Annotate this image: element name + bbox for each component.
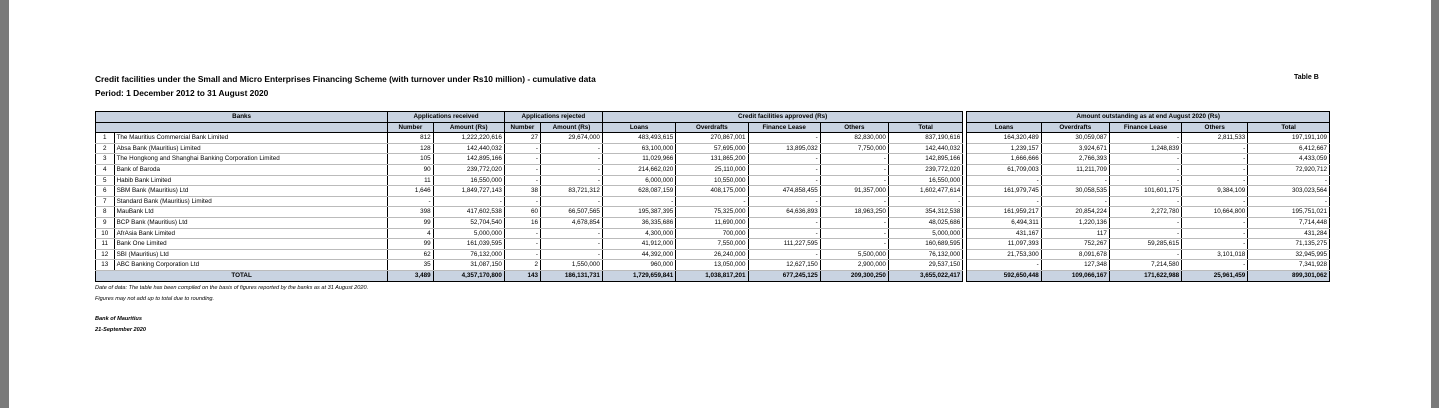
table-cell: 75,325,000 bbox=[676, 207, 748, 218]
date-note: Date of data: The table has been compiled on the basis of figures reported by the banks as at 31 August 2020. bbox=[95, 285, 369, 291]
table-cell: 57,695,000 bbox=[676, 143, 748, 154]
table-cell: 16,550,000 bbox=[433, 175, 504, 186]
table-cell: 12,627,150 bbox=[748, 260, 820, 271]
table-cell: 82,830,000 bbox=[820, 133, 888, 144]
header-outstanding-overdrafts: Overdrafts bbox=[1041, 122, 1109, 133]
table-cell: 408,175,000 bbox=[676, 186, 748, 197]
header-applications-received: Applications received bbox=[388, 112, 505, 123]
total-cell: 143 bbox=[504, 270, 540, 281]
table-cell: 71,135,275 bbox=[1248, 239, 1330, 250]
row-number: 1 bbox=[96, 133, 115, 144]
document-page bbox=[9, 0, 1431, 408]
table-cell: 64,636,893 bbox=[748, 207, 820, 218]
header-outstanding-others: Others bbox=[1182, 122, 1248, 133]
table-cell: - bbox=[967, 175, 1041, 186]
table-cell: 62 bbox=[388, 249, 433, 260]
table-cell: 431,284 bbox=[1248, 228, 1330, 239]
rounding-note: Figures may not add up to total due to rounding. bbox=[95, 296, 215, 302]
table-cell: 628,087,159 bbox=[602, 186, 675, 197]
table-cell: 128 bbox=[388, 143, 433, 154]
table-cell: 66,507,565 bbox=[540, 207, 602, 218]
table-cell: 21,753,300 bbox=[967, 249, 1041, 260]
table-cell: - bbox=[676, 196, 748, 207]
table-cell: 117 bbox=[1041, 228, 1109, 239]
table-cell: - bbox=[1248, 196, 1330, 207]
table-cell: - bbox=[1041, 175, 1109, 186]
table-cell: 7,550,000 bbox=[676, 239, 748, 250]
table-cell: 16 bbox=[504, 217, 540, 228]
table-cell: - bbox=[1109, 196, 1181, 207]
table-cell: 142,895,166 bbox=[888, 154, 962, 165]
table-cell: 474,858,455 bbox=[748, 186, 820, 197]
total-cell: 171,622,988 bbox=[1109, 270, 1181, 281]
table-cell: - bbox=[504, 249, 540, 260]
table-cell: - bbox=[1109, 217, 1181, 228]
table-cell: - bbox=[504, 164, 540, 175]
header-applications-rejected: Applications rejected bbox=[504, 112, 602, 123]
table-row bbox=[96, 164, 1330, 175]
total-cell: 1,038,817,201 bbox=[676, 270, 748, 281]
table-cell: - bbox=[504, 175, 540, 186]
table-cell: - bbox=[1182, 239, 1248, 250]
table-label: Table B bbox=[1294, 74, 1319, 81]
table-cell: - bbox=[820, 217, 888, 228]
row-number: 7 bbox=[96, 196, 115, 207]
table-cell: - bbox=[748, 154, 820, 165]
header-rejected-number: Number bbox=[504, 122, 540, 133]
table-cell: 195,387,395 bbox=[602, 207, 675, 218]
row-number: 5 bbox=[96, 175, 115, 186]
table-cell: 5,000,000 bbox=[433, 228, 504, 239]
table-cell: 61,709,003 bbox=[967, 164, 1041, 175]
total-cell: 186,131,731 bbox=[540, 270, 602, 281]
table-cell: 76,132,000 bbox=[888, 249, 962, 260]
table-cell: 16,550,000 bbox=[888, 175, 962, 186]
table-cell: 483,493,615 bbox=[602, 133, 675, 144]
table-cell: 2,272,780 bbox=[1109, 207, 1181, 218]
document-title: Credit facilities under the Small and Micro Enterprises Financing Scheme (with turnover under Rs10 million) - cumulative data bbox=[95, 74, 596, 84]
table-cell: - bbox=[820, 196, 888, 207]
total-cell: 899,301,062 bbox=[1248, 270, 1330, 281]
table-body bbox=[96, 133, 1330, 281]
table-cell: - bbox=[820, 164, 888, 175]
table-cell: 59,285,615 bbox=[1109, 239, 1181, 250]
header-outstanding-total: Total bbox=[1248, 122, 1330, 133]
issuer-name: Bank of Mauritius bbox=[95, 316, 142, 322]
row-number: 13 bbox=[96, 260, 115, 271]
table-cell: - bbox=[504, 228, 540, 239]
table-cell: - bbox=[748, 228, 820, 239]
table-cell: - bbox=[504, 154, 540, 165]
table-cell: - bbox=[820, 228, 888, 239]
table-cell: 35 bbox=[388, 260, 433, 271]
total-cell: 209,300,250 bbox=[820, 270, 888, 281]
table-row bbox=[96, 249, 1330, 260]
table-cell: 160,689,595 bbox=[888, 239, 962, 250]
bank-name: SBM Bank (Mauritius) Ltd bbox=[114, 186, 388, 197]
table-cell: 812 bbox=[388, 133, 433, 144]
header-approved-loans: Loans bbox=[602, 122, 675, 133]
header-approved-others: Others bbox=[820, 122, 888, 133]
table-cell: 13,050,000 bbox=[676, 260, 748, 271]
table-row bbox=[96, 207, 1330, 218]
bank-name: Bank One Limited bbox=[114, 239, 388, 250]
table-cell: 1,220,136 bbox=[1041, 217, 1109, 228]
table-row bbox=[96, 133, 1330, 144]
table-cell: 6,494,311 bbox=[967, 217, 1041, 228]
table-cell: 3,101,018 bbox=[1182, 249, 1248, 260]
table-cell: - bbox=[1109, 249, 1181, 260]
table-cell: - bbox=[540, 143, 602, 154]
bank-name: ABC Banking Corporation Ltd bbox=[114, 260, 388, 271]
table-cell: 398 bbox=[388, 207, 433, 218]
table-cell: 5,000,000 bbox=[888, 228, 962, 239]
row-number: 6 bbox=[96, 186, 115, 197]
table-cell: 99 bbox=[388, 239, 433, 250]
header-outstanding-loans: Loans bbox=[967, 122, 1041, 133]
bank-name: The Mauritius Commercial Bank Limited bbox=[114, 133, 388, 144]
total-cell: 677,245,125 bbox=[748, 270, 820, 281]
table-cell: - bbox=[1182, 260, 1248, 271]
issue-date: 21-September 2020 bbox=[95, 327, 146, 333]
table-row bbox=[96, 239, 1330, 250]
total-cell: 4,357,170,800 bbox=[433, 270, 504, 281]
table-cell: 131,865,200 bbox=[676, 154, 748, 165]
table-cell: - bbox=[540, 249, 602, 260]
bank-name: BCP Bank (Mauritius) Ltd bbox=[114, 217, 388, 228]
table-cell: - bbox=[1182, 228, 1248, 239]
table-cell: 38 bbox=[504, 186, 540, 197]
table-cell: - bbox=[1182, 154, 1248, 165]
table-cell: - bbox=[820, 175, 888, 186]
table-row bbox=[96, 186, 1330, 197]
table-cell: 31,087,150 bbox=[433, 260, 504, 271]
table-cell: 239,772,020 bbox=[433, 164, 504, 175]
table-cell: 60 bbox=[504, 207, 540, 218]
total-cell: 3,489 bbox=[388, 270, 433, 281]
table-cell: 11,211,709 bbox=[1041, 164, 1109, 175]
table-row bbox=[96, 143, 1330, 154]
table-cell: - bbox=[433, 196, 504, 207]
table-cell: 9,384,109 bbox=[1182, 186, 1248, 197]
table-cell: 270,867,001 bbox=[676, 133, 748, 144]
table-cell: 111,227,595 bbox=[748, 239, 820, 250]
table-cell: 76,132,000 bbox=[433, 249, 504, 260]
table-cell: 6,412,667 bbox=[1248, 143, 1330, 154]
table-cell: 10,550,000 bbox=[676, 175, 748, 186]
table-row bbox=[96, 154, 1330, 165]
header-credit-approved: Credit facilities approved (Rs) bbox=[602, 112, 962, 123]
table-cell: 1,666,666 bbox=[967, 154, 1041, 165]
table-row bbox=[96, 196, 1330, 207]
table-cell: 1,248,839 bbox=[1109, 143, 1181, 154]
table-cell: 99 bbox=[388, 217, 433, 228]
table-cell: 2,766,393 bbox=[1041, 154, 1109, 165]
table-cell: 4 bbox=[388, 228, 433, 239]
table-cell: 48,025,686 bbox=[888, 217, 962, 228]
table-cell: - bbox=[1182, 164, 1248, 175]
total-row bbox=[96, 270, 1330, 281]
table-cell: - bbox=[1182, 217, 1248, 228]
table-cell: 32,945,995 bbox=[1248, 249, 1330, 260]
bank-name: Habib Bank Limited bbox=[114, 175, 388, 186]
table-cell: - bbox=[602, 196, 675, 207]
table-cell: 72,920,712 bbox=[1248, 164, 1330, 175]
table-cell: - bbox=[748, 133, 820, 144]
total-cell: 592,650,448 bbox=[967, 270, 1041, 281]
table-cell: 752,267 bbox=[1041, 239, 1109, 250]
table-cell: - bbox=[504, 239, 540, 250]
table-cell: 26,240,000 bbox=[676, 249, 748, 260]
table-cell: - bbox=[540, 196, 602, 207]
table-cell: 1,646 bbox=[388, 186, 433, 197]
header-received-number: Number bbox=[388, 122, 433, 133]
table-cell: 7,714,448 bbox=[1248, 217, 1330, 228]
row-number: 11 bbox=[96, 239, 115, 250]
table-cell: - bbox=[540, 175, 602, 186]
table-cell: 960,000 bbox=[602, 260, 675, 271]
table-cell: 4,300,000 bbox=[602, 228, 675, 239]
table-cell: 1,550,000 bbox=[540, 260, 602, 271]
table-row bbox=[96, 175, 1330, 186]
row-number: 8 bbox=[96, 207, 115, 218]
table-row bbox=[96, 217, 1330, 228]
table-cell: 90 bbox=[388, 164, 433, 175]
table-cell: 700,000 bbox=[676, 228, 748, 239]
table-cell: 837,190,616 bbox=[888, 133, 962, 144]
table-cell: - bbox=[540, 154, 602, 165]
row-number: 2 bbox=[96, 143, 115, 154]
table-cell: 161,039,595 bbox=[433, 239, 504, 250]
table-cell: 2,811,533 bbox=[1182, 133, 1248, 144]
table-cell: 127,348 bbox=[1041, 260, 1109, 271]
table-cell: 29,537,150 bbox=[888, 260, 962, 271]
table-cell: - bbox=[748, 196, 820, 207]
header-approved-total: Total bbox=[888, 122, 962, 133]
total-cell: 109,066,167 bbox=[1041, 270, 1109, 281]
table-cell: 164,320,489 bbox=[967, 133, 1041, 144]
bank-name: Bank of Baroda bbox=[114, 164, 388, 175]
row-number: 9 bbox=[96, 217, 115, 228]
table-cell: 195,751,021 bbox=[1248, 207, 1330, 218]
table-cell: 1,849,727,143 bbox=[433, 186, 504, 197]
table-cell: 41,912,000 bbox=[602, 239, 675, 250]
table-cell: 303,023,564 bbox=[1248, 186, 1330, 197]
table-cell: 161,959,217 bbox=[967, 207, 1041, 218]
header-banks-sub bbox=[96, 122, 388, 133]
bank-name: AfrAsia Bank Limited bbox=[114, 228, 388, 239]
table-cell: - bbox=[748, 249, 820, 260]
table-cell: - bbox=[504, 143, 540, 154]
table-cell: 7,341,928 bbox=[1248, 260, 1330, 271]
table-cell: 161,979,745 bbox=[967, 186, 1041, 197]
table-cell: 91,357,000 bbox=[820, 186, 888, 197]
table-cell: 30,058,535 bbox=[1041, 186, 1109, 197]
table-cell: 142,440,032 bbox=[888, 143, 962, 154]
table-cell: 11 bbox=[388, 175, 433, 186]
table-cell: 13,895,032 bbox=[748, 143, 820, 154]
table-cell: 101,601,175 bbox=[1109, 186, 1181, 197]
table-cell: 20,854,224 bbox=[1041, 207, 1109, 218]
table-cell: 27 bbox=[504, 133, 540, 144]
table-cell: - bbox=[967, 196, 1041, 207]
bank-name: Standard Bank (Mauritius) Limited bbox=[114, 196, 388, 207]
table-cell: 25,110,000 bbox=[676, 164, 748, 175]
total-cell: 3,655,022,417 bbox=[888, 270, 962, 281]
table-cell: 214,662,020 bbox=[602, 164, 675, 175]
table-cell: 239,772,020 bbox=[888, 164, 962, 175]
table-cell: 6,000,000 bbox=[602, 175, 675, 186]
table-cell: - bbox=[820, 239, 888, 250]
table-cell: 4,678,854 bbox=[540, 217, 602, 228]
table-cell: - bbox=[1182, 175, 1248, 186]
table-cell: 417,602,538 bbox=[433, 207, 504, 218]
table-cell: - bbox=[1182, 196, 1248, 207]
total-label: TOTAL bbox=[96, 270, 388, 281]
table-cell: 2,900,000 bbox=[820, 260, 888, 271]
table-row bbox=[96, 228, 1330, 239]
row-number: 10 bbox=[96, 228, 115, 239]
table-cell: 142,895,166 bbox=[433, 154, 504, 165]
table-cell: - bbox=[820, 154, 888, 165]
bank-name: MauBank Ltd bbox=[114, 207, 388, 218]
table-cell: 1,239,157 bbox=[967, 143, 1041, 154]
table-cell: - bbox=[540, 228, 602, 239]
table-cell: - bbox=[1248, 175, 1330, 186]
header-approved-overdrafts: Overdrafts bbox=[676, 122, 748, 133]
header-outstanding-finance-lease: Finance Lease bbox=[1109, 122, 1181, 133]
credit-facilities-table bbox=[95, 111, 1330, 282]
table-cell: 8,091,678 bbox=[1041, 249, 1109, 260]
table-cell: - bbox=[388, 196, 433, 207]
document-period: Period: 1 December 2012 to 31 August 2020 bbox=[95, 88, 269, 98]
table-row bbox=[96, 260, 1330, 271]
table-cell: 2 bbox=[504, 260, 540, 271]
table-cell: - bbox=[1109, 154, 1181, 165]
table-cell: - bbox=[1109, 164, 1181, 175]
table-cell: 431,167 bbox=[967, 228, 1041, 239]
table-cell: - bbox=[1109, 175, 1181, 186]
table-cell: 5,500,000 bbox=[820, 249, 888, 260]
header-rejected-amount: Amount (Rs) bbox=[540, 122, 602, 133]
table-cell: 52,704,540 bbox=[433, 217, 504, 228]
table-cell: 83,721,312 bbox=[540, 186, 602, 197]
table-cell: - bbox=[540, 164, 602, 175]
table-cell: - bbox=[748, 175, 820, 186]
total-cell: 1,729,659,841 bbox=[602, 270, 675, 281]
bank-name: SBI (Mauritius) Ltd bbox=[114, 249, 388, 260]
row-number: 12 bbox=[96, 249, 115, 260]
row-number: 4 bbox=[96, 164, 115, 175]
table-cell: - bbox=[540, 239, 602, 250]
table-cell: 11,029,966 bbox=[602, 154, 675, 165]
table-cell: 105 bbox=[388, 154, 433, 165]
table-cell: 10,664,800 bbox=[1182, 207, 1248, 218]
table-cell: - bbox=[1041, 196, 1109, 207]
table-cell: 36,335,686 bbox=[602, 217, 675, 228]
table-cell: 11,097,393 bbox=[967, 239, 1041, 250]
table-cell: - bbox=[1109, 228, 1181, 239]
table-cell: - bbox=[888, 196, 962, 207]
table-cell: - bbox=[1109, 133, 1181, 144]
table-cell: 29,674,000 bbox=[540, 133, 602, 144]
table-cell: 354,312,538 bbox=[888, 207, 962, 218]
table-cell: 1,222,220,616 bbox=[433, 133, 504, 144]
table-cell: - bbox=[1182, 143, 1248, 154]
table-cell: 7,214,580 bbox=[1109, 260, 1181, 271]
row-number: 3 bbox=[96, 154, 115, 165]
header-banks: Banks bbox=[96, 112, 388, 123]
header-amount-outstanding: Amount outstanding as at end August 2020 (Rs) bbox=[967, 112, 1330, 123]
table-cell: 1,602,477,614 bbox=[888, 186, 962, 197]
table-cell: 142,440,032 bbox=[433, 143, 504, 154]
table-cell: 44,392,000 bbox=[602, 249, 675, 260]
table-cell: 3,924,671 bbox=[1041, 143, 1109, 154]
table-cell: 18,963,250 bbox=[820, 207, 888, 218]
total-cell: 25,961,459 bbox=[1182, 270, 1248, 281]
table-cell: - bbox=[748, 217, 820, 228]
table-cell: - bbox=[748, 164, 820, 175]
header-received-amount: Amount (Rs) bbox=[433, 122, 504, 133]
bank-name: The Hongkong and Shanghai Banking Corporation Limited bbox=[114, 154, 388, 165]
header-approved-finance-lease: Finance Lease bbox=[748, 122, 820, 133]
table-cell: 197,191,109 bbox=[1248, 133, 1330, 144]
table-cell: 7,750,000 bbox=[820, 143, 888, 154]
table-cell: 30,059,087 bbox=[1041, 133, 1109, 144]
table-cell: - bbox=[967, 260, 1041, 271]
table-cell: - bbox=[504, 196, 540, 207]
table-cell: 4,433,059 bbox=[1248, 154, 1330, 165]
table-cell: 11,690,000 bbox=[676, 217, 748, 228]
table-cell: 63,100,000 bbox=[602, 143, 675, 154]
bank-name: Absa Bank (Mauritius) Limited bbox=[114, 143, 388, 154]
